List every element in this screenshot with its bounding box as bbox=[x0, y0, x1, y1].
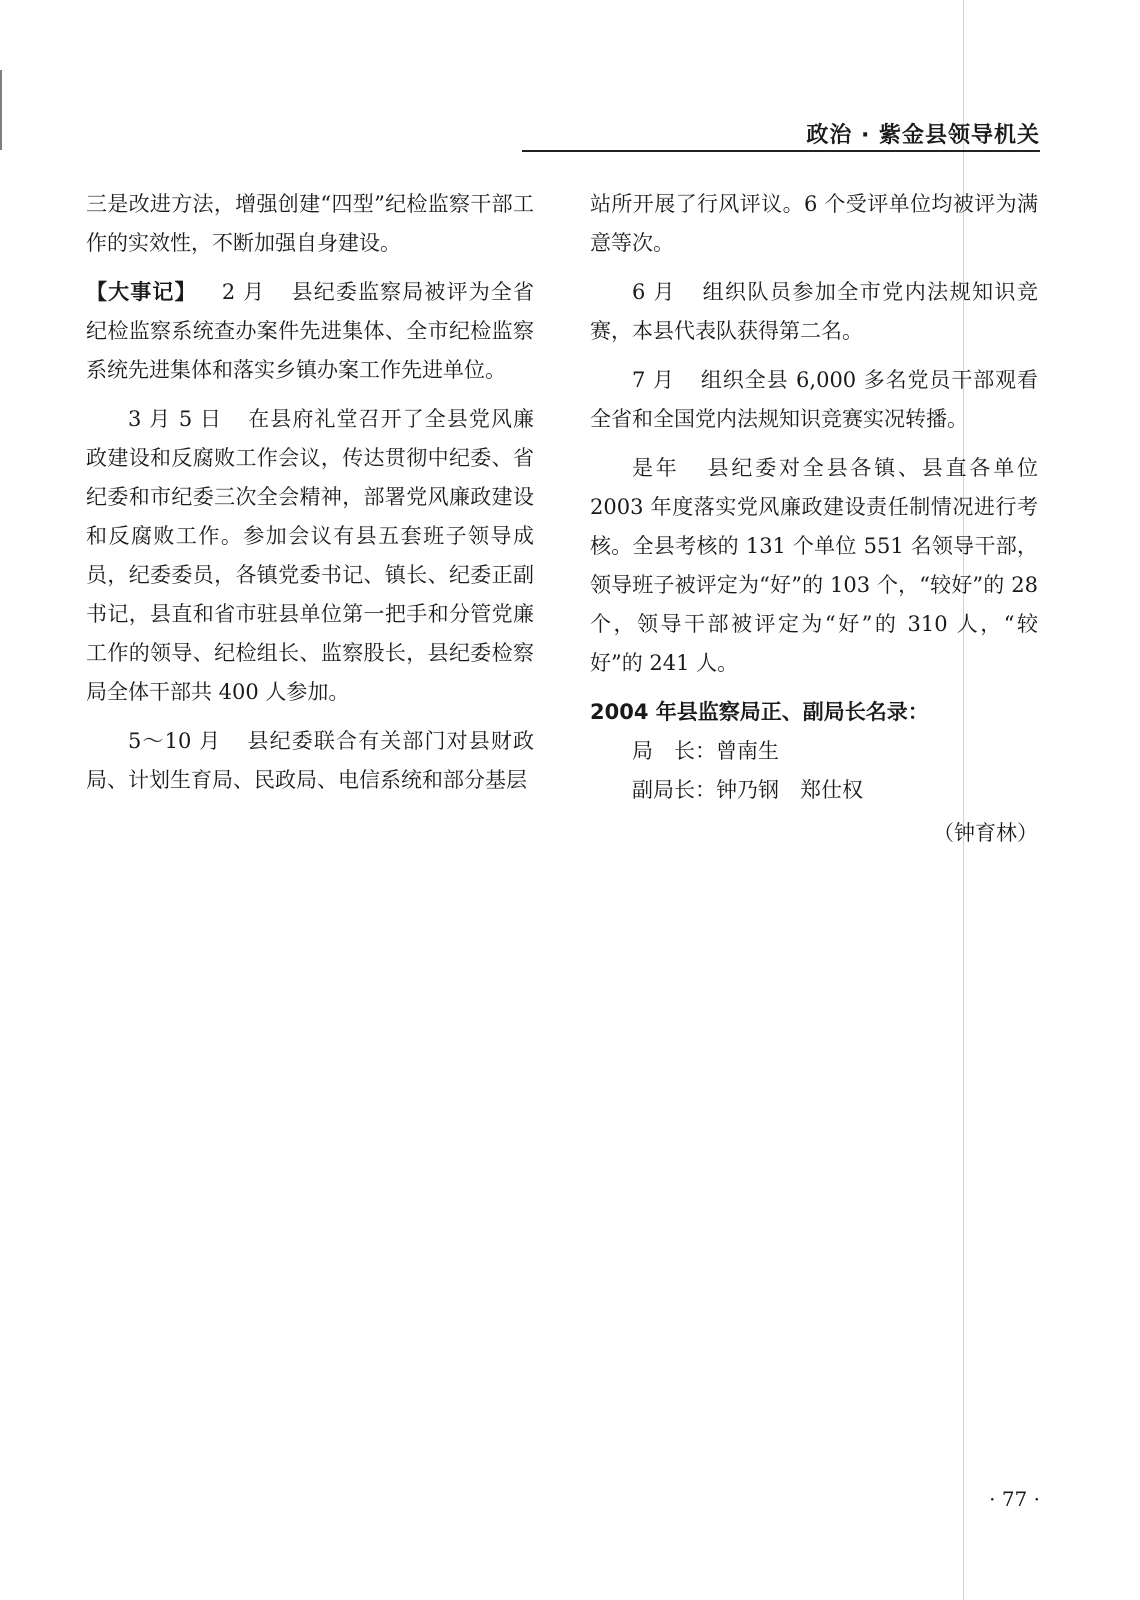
roster-deputy: 副局长：钟乃钢 郑仕权 bbox=[632, 778, 863, 802]
left-column bbox=[86, 185, 534, 810]
event-date: 5～10 月 bbox=[128, 729, 222, 753]
roster-heading: 2004 年县监察局正、副局长名录： bbox=[590, 700, 929, 724]
paragraph-events-may-oct bbox=[86, 722, 534, 800]
scan-edge-mark bbox=[0, 70, 2, 150]
right-column bbox=[590, 185, 1038, 863]
roster-director: 局 长：曾南生 bbox=[632, 739, 779, 763]
paragraph-continuation: 站所开展了行风评议。6 个受评单位均被评为满意等次。 bbox=[590, 192, 1038, 255]
paragraph-events-feb bbox=[86, 273, 534, 390]
event-date: 2 月 bbox=[221, 280, 266, 304]
event-text: 在县府礼堂召开了全县党风廉政建设和反腐败工作会议，传达贯彻中纪委、省纪委和市纪委三次全会精神，部署党风廉政建设和反腐败工作。参加会议有县五套班子领导成员，纪委委员，各镇党委书记、镇长、纪委正副书记，县直和省市驻县单位第一把手和分管党廉工作的领导、纪检组长、监察股长，县纪委检察局全体干部共 400 人参加。 bbox=[86, 407, 535, 704]
paragraph-events-mar bbox=[86, 400, 534, 712]
event-text: 县纪委联合有关部门对县财政局、计划生育局、民政局、电信系统和部分基层 bbox=[86, 729, 535, 792]
event-text: 组织全县 6,000 多名党员干部观看全省和全国党内法规知识竞赛实况转播。 bbox=[590, 368, 1038, 431]
running-header: 政治 · 紫金县领导机关 bbox=[806, 123, 1040, 148]
paragraph-events-year bbox=[590, 449, 1038, 683]
paragraph-events-jul bbox=[590, 361, 1038, 439]
event-text: 县纪委监察局被评为全省纪检监察系统查办案件先进集体、全市纪检监察系统先进集体和落实乡镇办案工作先进单位。 bbox=[86, 280, 534, 382]
event-date: 是年 bbox=[632, 456, 680, 480]
event-date: 7 月 bbox=[632, 368, 675, 392]
paragraph-methods: 三是改进方法，增强创建“四型”纪检监察干部工作的实效性，不断加强自身建设。 bbox=[86, 192, 534, 255]
page-number: · 77 · bbox=[989, 1487, 1040, 1511]
event-date: 3 月 5 日 bbox=[128, 407, 223, 431]
event-date: 6 月 bbox=[632, 280, 676, 304]
author-credit: （钟育林） bbox=[933, 821, 1038, 845]
event-text: 组织队员参加全市党内法规知识竞赛，本县代表队获得第二名。 bbox=[590, 280, 1038, 343]
event-text: 县纪委对全县各镇、县直各单位 2003 年度落实党风廉政建设责任制情况进行考核。全县考核的 131 个单位 551 名领导干部，领导班子被评定为“好”的 103 个，“较好”的 28 个，领导干部被评定为“好”的 310 人，“较好”的 241 人。 bbox=[590, 456, 1039, 675]
section-tag: 【大事记】 bbox=[86, 280, 197, 304]
header-rule bbox=[522, 150, 1040, 152]
paragraph-events-jun bbox=[590, 273, 1038, 351]
